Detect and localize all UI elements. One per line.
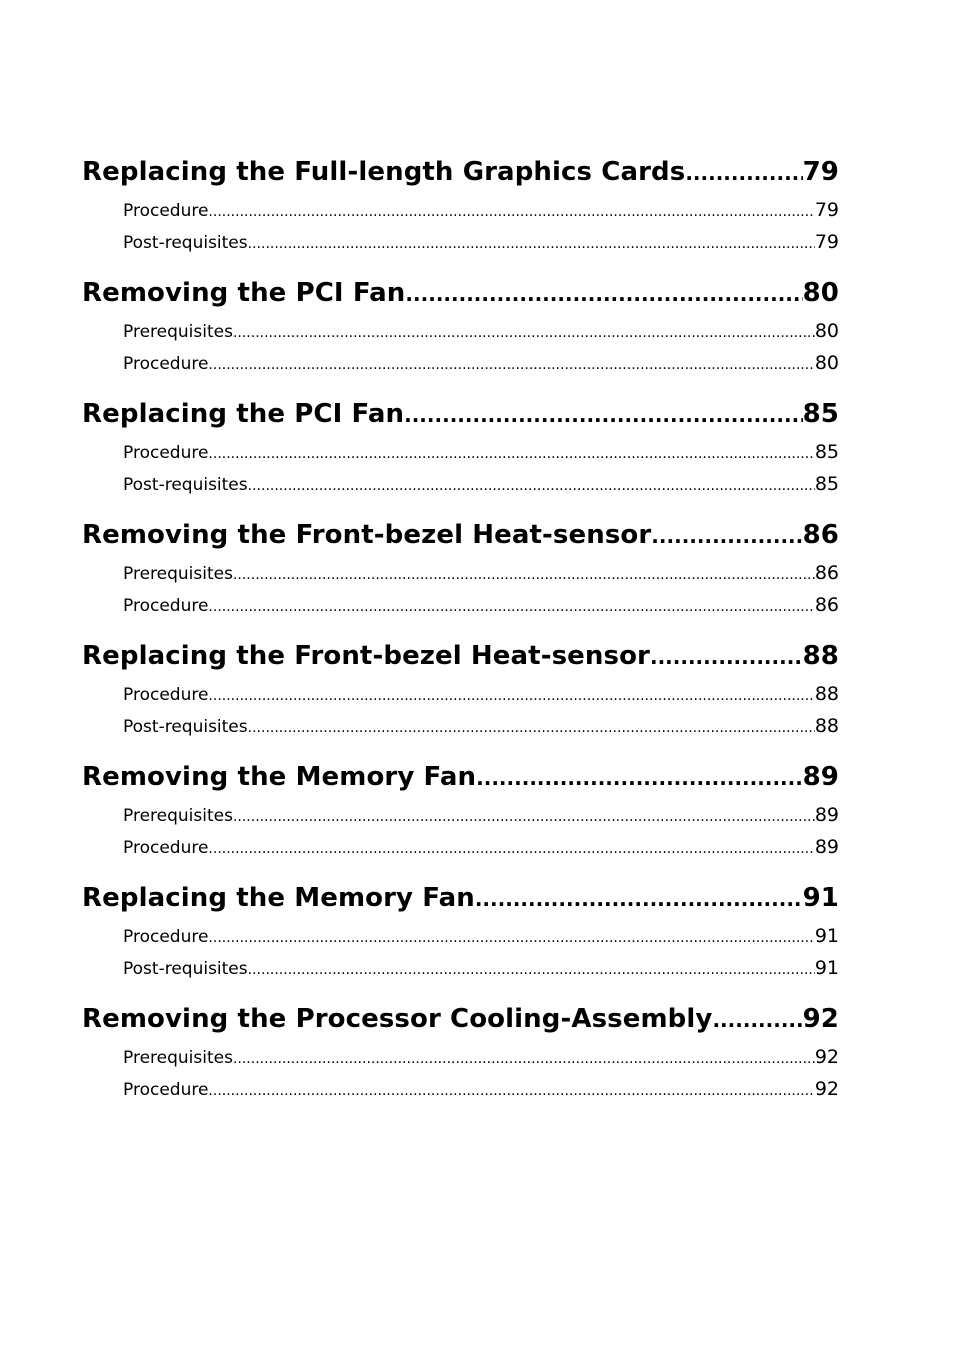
- toc-heading-page: 91: [802, 883, 839, 913]
- toc-entry-page: 79: [814, 199, 839, 221]
- toc-entry-title: Post-requisites: [123, 717, 248, 737]
- dot-leader: [208, 832, 814, 865]
- toc-entry-title: Prerequisites: [123, 1048, 233, 1068]
- toc-entry-title: Procedure: [123, 685, 209, 705]
- toc-entry-title: Prerequisites: [123, 806, 233, 826]
- toc-entry-page: 92: [814, 1078, 839, 1100]
- toc-entry-link[interactable]: [82, 226, 839, 258]
- toc-entry-link[interactable]: [82, 831, 839, 863]
- toc-heading-title: Replacing the PCI Fan: [82, 399, 405, 429]
- toc-entry-page: 91: [814, 925, 839, 947]
- toc-entry-page: 89: [814, 804, 839, 826]
- table-of-contents: [82, 150, 839, 1118]
- toc-entry-title: Procedure: [123, 201, 209, 221]
- dot-leader: [404, 392, 803, 437]
- toc-heading-link[interactable]: [82, 513, 839, 557]
- toc-entry-title: Procedure: [123, 443, 209, 463]
- toc-entry-link[interactable]: [82, 194, 839, 226]
- toc-section: [82, 997, 839, 1105]
- toc-heading-link[interactable]: [82, 392, 839, 436]
- toc-entry-link[interactable]: [82, 347, 839, 379]
- toc-heading-link[interactable]: [82, 876, 839, 920]
- toc-heading-page: 92: [802, 1004, 839, 1034]
- toc-entry-title: Procedure: [123, 927, 209, 947]
- toc-entry-page: 86: [814, 594, 839, 616]
- toc-entry-page: 79: [814, 231, 839, 253]
- toc-heading-title: Removing the Processor Cooling-Assembly: [82, 1004, 713, 1034]
- toc-entry-page: 85: [814, 473, 839, 495]
- dot-leader: [475, 876, 803, 921]
- toc-heading-link[interactable]: [82, 271, 839, 315]
- toc-entry-title: Post-requisites: [123, 959, 248, 979]
- dot-leader: [208, 348, 814, 381]
- toc-heading-title: Replacing the Front-bezel Heat-sensor: [82, 641, 650, 671]
- dot-leader: [685, 150, 802, 195]
- toc-heading-page: 85: [802, 399, 839, 429]
- dot-leader: [405, 271, 802, 316]
- toc-heading-title: Replacing the Full-length Graphics Cards: [82, 157, 686, 187]
- toc-entry-page: 88: [814, 715, 839, 737]
- toc-heading-title: Removing the Memory Fan: [82, 762, 477, 792]
- toc-entry-page: 91: [814, 957, 839, 979]
- toc-entry-title: Procedure: [123, 838, 209, 858]
- toc-heading-link[interactable]: [82, 150, 839, 194]
- toc-entry-link[interactable]: [82, 952, 839, 984]
- toc-heading-title: Removing the PCI Fan: [82, 278, 406, 308]
- dot-leader: [248, 227, 815, 260]
- dot-leader: [233, 1042, 815, 1075]
- toc-entry-title: Procedure: [123, 354, 209, 374]
- toc-entry-link[interactable]: [82, 799, 839, 831]
- toc-entry-page: 80: [814, 320, 839, 342]
- dot-leader: [248, 469, 815, 502]
- dot-leader: [712, 997, 802, 1042]
- toc-entry-page: 80: [814, 352, 839, 374]
- toc-heading-link[interactable]: [82, 997, 839, 1041]
- dot-leader: [208, 921, 814, 954]
- toc-entry-title: Post-requisites: [123, 233, 248, 253]
- dot-leader: [248, 711, 815, 744]
- toc-entry-link[interactable]: [82, 678, 839, 710]
- dot-leader: [233, 800, 815, 833]
- dot-leader: [208, 590, 814, 623]
- toc-entry-link[interactable]: [82, 557, 839, 589]
- toc-entry-page: 89: [814, 836, 839, 858]
- toc-section: [82, 876, 839, 984]
- dot-leader: [248, 953, 815, 986]
- toc-entry-page: 92: [814, 1046, 839, 1068]
- toc-entry-page: 86: [814, 562, 839, 584]
- toc-entry-title: Prerequisites: [123, 564, 233, 584]
- dot-leader: [651, 513, 802, 558]
- toc-section: [82, 392, 839, 500]
- toc-entry-link[interactable]: [82, 436, 839, 468]
- toc-heading-page: 88: [802, 641, 839, 671]
- toc-heading-link[interactable]: [82, 634, 839, 678]
- dot-leader: [233, 558, 815, 591]
- toc-entry-title: Procedure: [123, 596, 209, 616]
- toc-entry-title: Post-requisites: [123, 475, 248, 495]
- toc-entry-link[interactable]: [82, 710, 839, 742]
- toc-entry-link[interactable]: [82, 315, 839, 347]
- toc-heading-title: Replacing the Memory Fan: [82, 883, 475, 913]
- toc-entry-link[interactable]: [82, 1073, 839, 1105]
- toc-entry-page: 85: [814, 441, 839, 463]
- toc-entry-page: 88: [814, 683, 839, 705]
- toc-entry-title: Procedure: [123, 1080, 209, 1100]
- toc-section: [82, 150, 839, 258]
- dot-leader: [208, 679, 814, 712]
- toc-heading-page: 86: [802, 520, 839, 550]
- toc-entry-link[interactable]: [82, 468, 839, 500]
- toc-entry-link[interactable]: [82, 589, 839, 621]
- toc-entry-link[interactable]: [82, 1041, 839, 1073]
- toc-entry-link[interactable]: [82, 920, 839, 952]
- dot-leader: [208, 437, 814, 470]
- toc-heading-page: 79: [802, 157, 839, 187]
- toc-entry-title: Prerequisites: [123, 322, 233, 342]
- dot-leader: [233, 316, 815, 349]
- dot-leader: [650, 634, 803, 679]
- toc-section: [82, 513, 839, 621]
- toc-section: [82, 271, 839, 379]
- toc-section: [82, 755, 839, 863]
- toc-section: [82, 634, 839, 742]
- toc-heading-page: 89: [802, 762, 839, 792]
- toc-heading-link[interactable]: [82, 755, 839, 799]
- dot-leader: [208, 1074, 814, 1107]
- toc-heading-page: 80: [802, 278, 839, 308]
- toc-heading-title: Removing the Front-bezel Heat-sensor: [82, 520, 652, 550]
- dot-leader: [476, 755, 802, 800]
- dot-leader: [208, 195, 814, 228]
